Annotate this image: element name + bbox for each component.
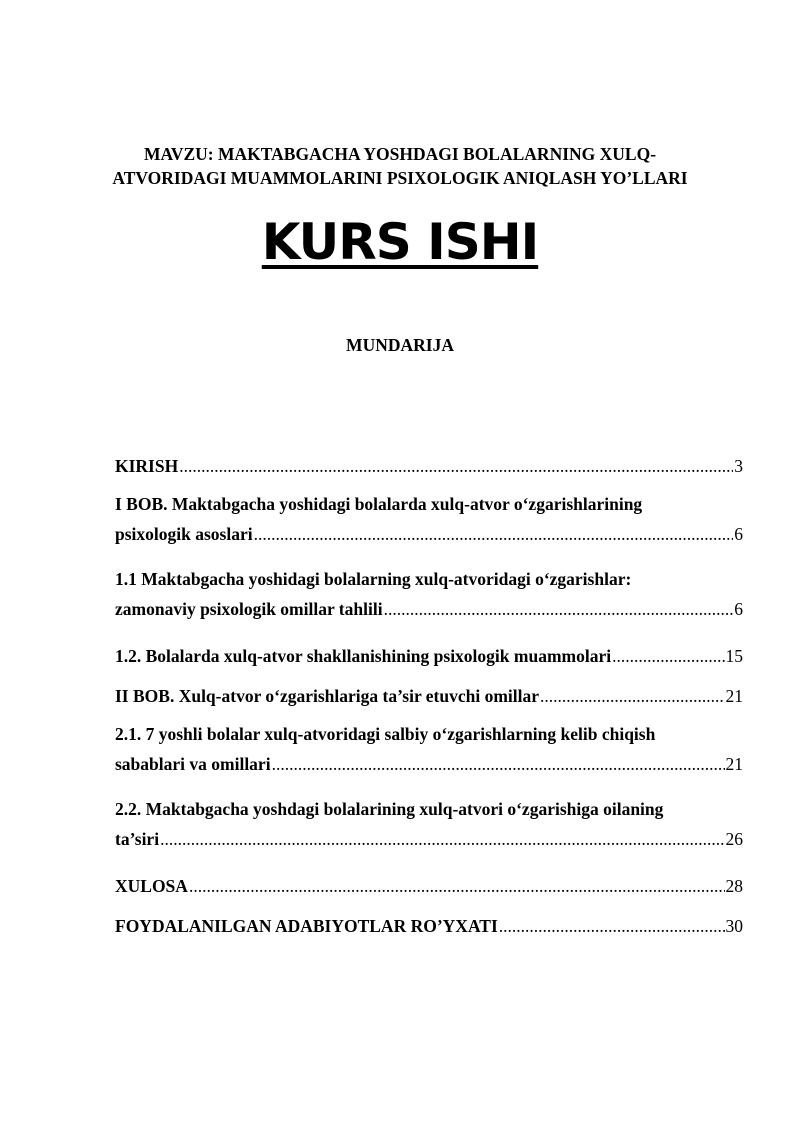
toc-entry-line [115,640,743,672]
toc-dot-leader [499,910,725,942]
toc-dot-leader [272,748,725,780]
toc-entry-line [115,910,743,942]
toc-entry-title-line-1: 1.1 Maktabgacha yoshidagi bolalarning xulq-atvoridagi o‘zgarishlar: [115,569,632,589]
toc-entry [115,870,743,902]
topic-line-1: MAVZU: MAKTABGACHA YOSHDAGI BOLALARNING XULQ- [143,144,657,164]
toc-dot-leader [189,870,725,902]
toc-entry-title: XULOSA [115,876,188,896]
toc-entry [115,450,743,482]
toc-page-number: 6 [734,524,743,544]
toc-entry-title-line-1: I BOB. Maktabgacha yoshidagi bolalarda xulq-atvor o‘zgarishlarining [115,494,643,514]
toc-entry-line [115,870,743,902]
toc-entry-title: psixologik asoslari [115,524,253,544]
toc-entry-title: sabablari va omillari [115,754,271,774]
toc-dot-leader [160,823,724,855]
toc-entry-title: 1.2. Bolalarda xulq-atvor shakllanishining psixologik muammolari [115,646,612,666]
course-work-heading: KURS ISHI [261,213,539,271]
table-of-contents [115,450,743,950]
toc-entry [115,795,743,855]
toc-dot-leader [179,450,733,482]
topic-title [60,142,740,190]
toc-entry-line [115,748,743,780]
toc-entry [115,565,743,625]
toc-entry-title: zamonaviy psixologik omillar tahlili [115,599,383,619]
toc-page-number: 30 [725,916,743,936]
toc-dot-leader [612,640,724,672]
toc-entry-title-line-1: 2.2. Maktabgacha yoshdagi bolalarining xulq-atvori o‘zgarishiga oilaning [115,799,664,819]
toc-page-number: 28 [725,876,743,896]
toc-page-number: 21 [725,754,743,774]
toc-page-number: 6 [734,599,743,619]
toc-entry [115,910,743,942]
toc-page-number: 3 [734,456,743,476]
toc-dot-leader [384,593,734,625]
toc-entry-line [115,823,743,855]
toc-entry-line [115,518,743,550]
toc-entry-line [115,593,743,625]
toc-entry-line [115,450,743,482]
toc-entry-title: ta’siri [115,829,160,849]
toc-entry [115,720,743,780]
toc-page-number: 26 [725,829,743,849]
toc-page-number: 21 [725,686,743,706]
toc-entry-title-line-1: 2.1. 7 yoshli bolalar xulq-atvoridagi salbiy o‘zgarishlarning kelib chiqish [115,724,656,744]
toc-entry-title: II BOB. Xulq-atvor o‘zgarishlariga ta’sir etuvchi omillar [115,686,540,706]
toc-entry [115,680,743,712]
toc-entry-line [115,680,743,712]
topic-line-2: ATVORIDAGI MUAMMOLARINI PSIXOLOGIK ANIQLASH YO’LLARI [112,168,688,188]
toc-entry-title: KIRISH [115,456,179,476]
toc-dot-leader [540,680,724,712]
toc-entry-title: FOYDALANILGAN ADABIYOTLAR RO’YXATI [115,916,498,936]
toc-entry [115,640,743,672]
toc-entry [115,490,743,550]
contents-title: MUNDARIJA [346,335,454,355]
toc-page-number: 15 [725,646,743,666]
toc-dot-leader [254,518,734,550]
